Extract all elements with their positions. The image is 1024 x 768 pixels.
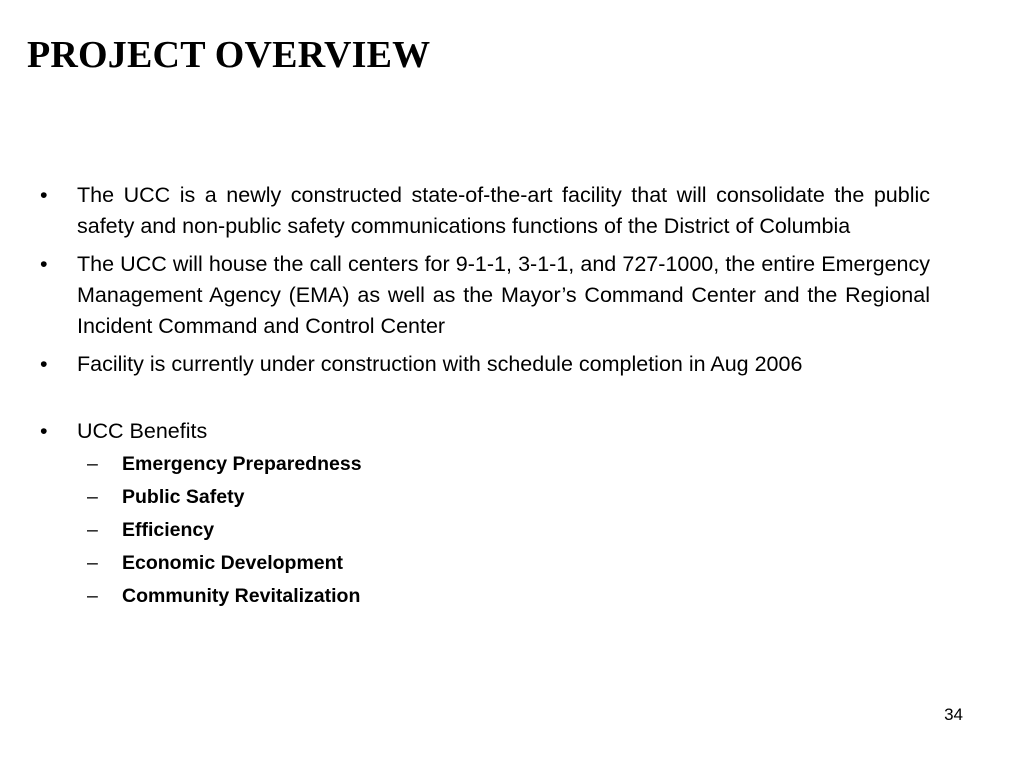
dash-marker: – [87,453,98,475]
benefit-item [87,583,930,610]
benefit-item [87,517,930,544]
benefits-heading [40,416,930,447]
bullet-text: Facility is currently under construction with schedule completion in Aug 2006 [77,352,803,376]
benefit-text: Emergency Preparedness [122,453,362,475]
bullet-text: The UCC is a newly constructed state-of-the-art facility that will consolidate the public safety and non-public safety communications functions of the District of Columbia [77,183,930,238]
bullet-item [40,180,930,242]
bullet-item [40,249,930,342]
benefit-text: Public Safety [122,486,245,508]
bullet-item [40,349,930,380]
dash-marker: – [87,486,98,508]
bullet-marker: • [40,252,48,276]
benefits-heading-text: UCC Benefits [77,419,208,443]
dash-marker: – [87,519,98,541]
benefit-item [87,550,930,577]
benefit-text: Community Revitalization [122,585,361,607]
bullet-text: The UCC will house the call centers for 9-1-1, 3-1-1, and 727-1000, the entire Emergency Management Agency (EMA) as well as the Mayor’s Command Center and the Regional Incident Command and Control Center [77,252,930,338]
benefit-item [87,451,930,478]
bullet-marker: • [40,183,48,207]
dash-marker: – [87,585,98,607]
bullet-marker: • [40,352,48,376]
bullet-marker: • [40,419,48,443]
benefit-text: Efficiency [122,519,215,541]
slide-title: PROJECT OVERVIEW [27,34,431,76]
benefit-text: Economic Development [122,552,344,574]
slide-body [40,180,930,616]
benefit-item [87,484,930,511]
benefits-list [87,451,930,610]
dash-marker: – [87,552,98,574]
page-number: 34 [944,705,963,724]
